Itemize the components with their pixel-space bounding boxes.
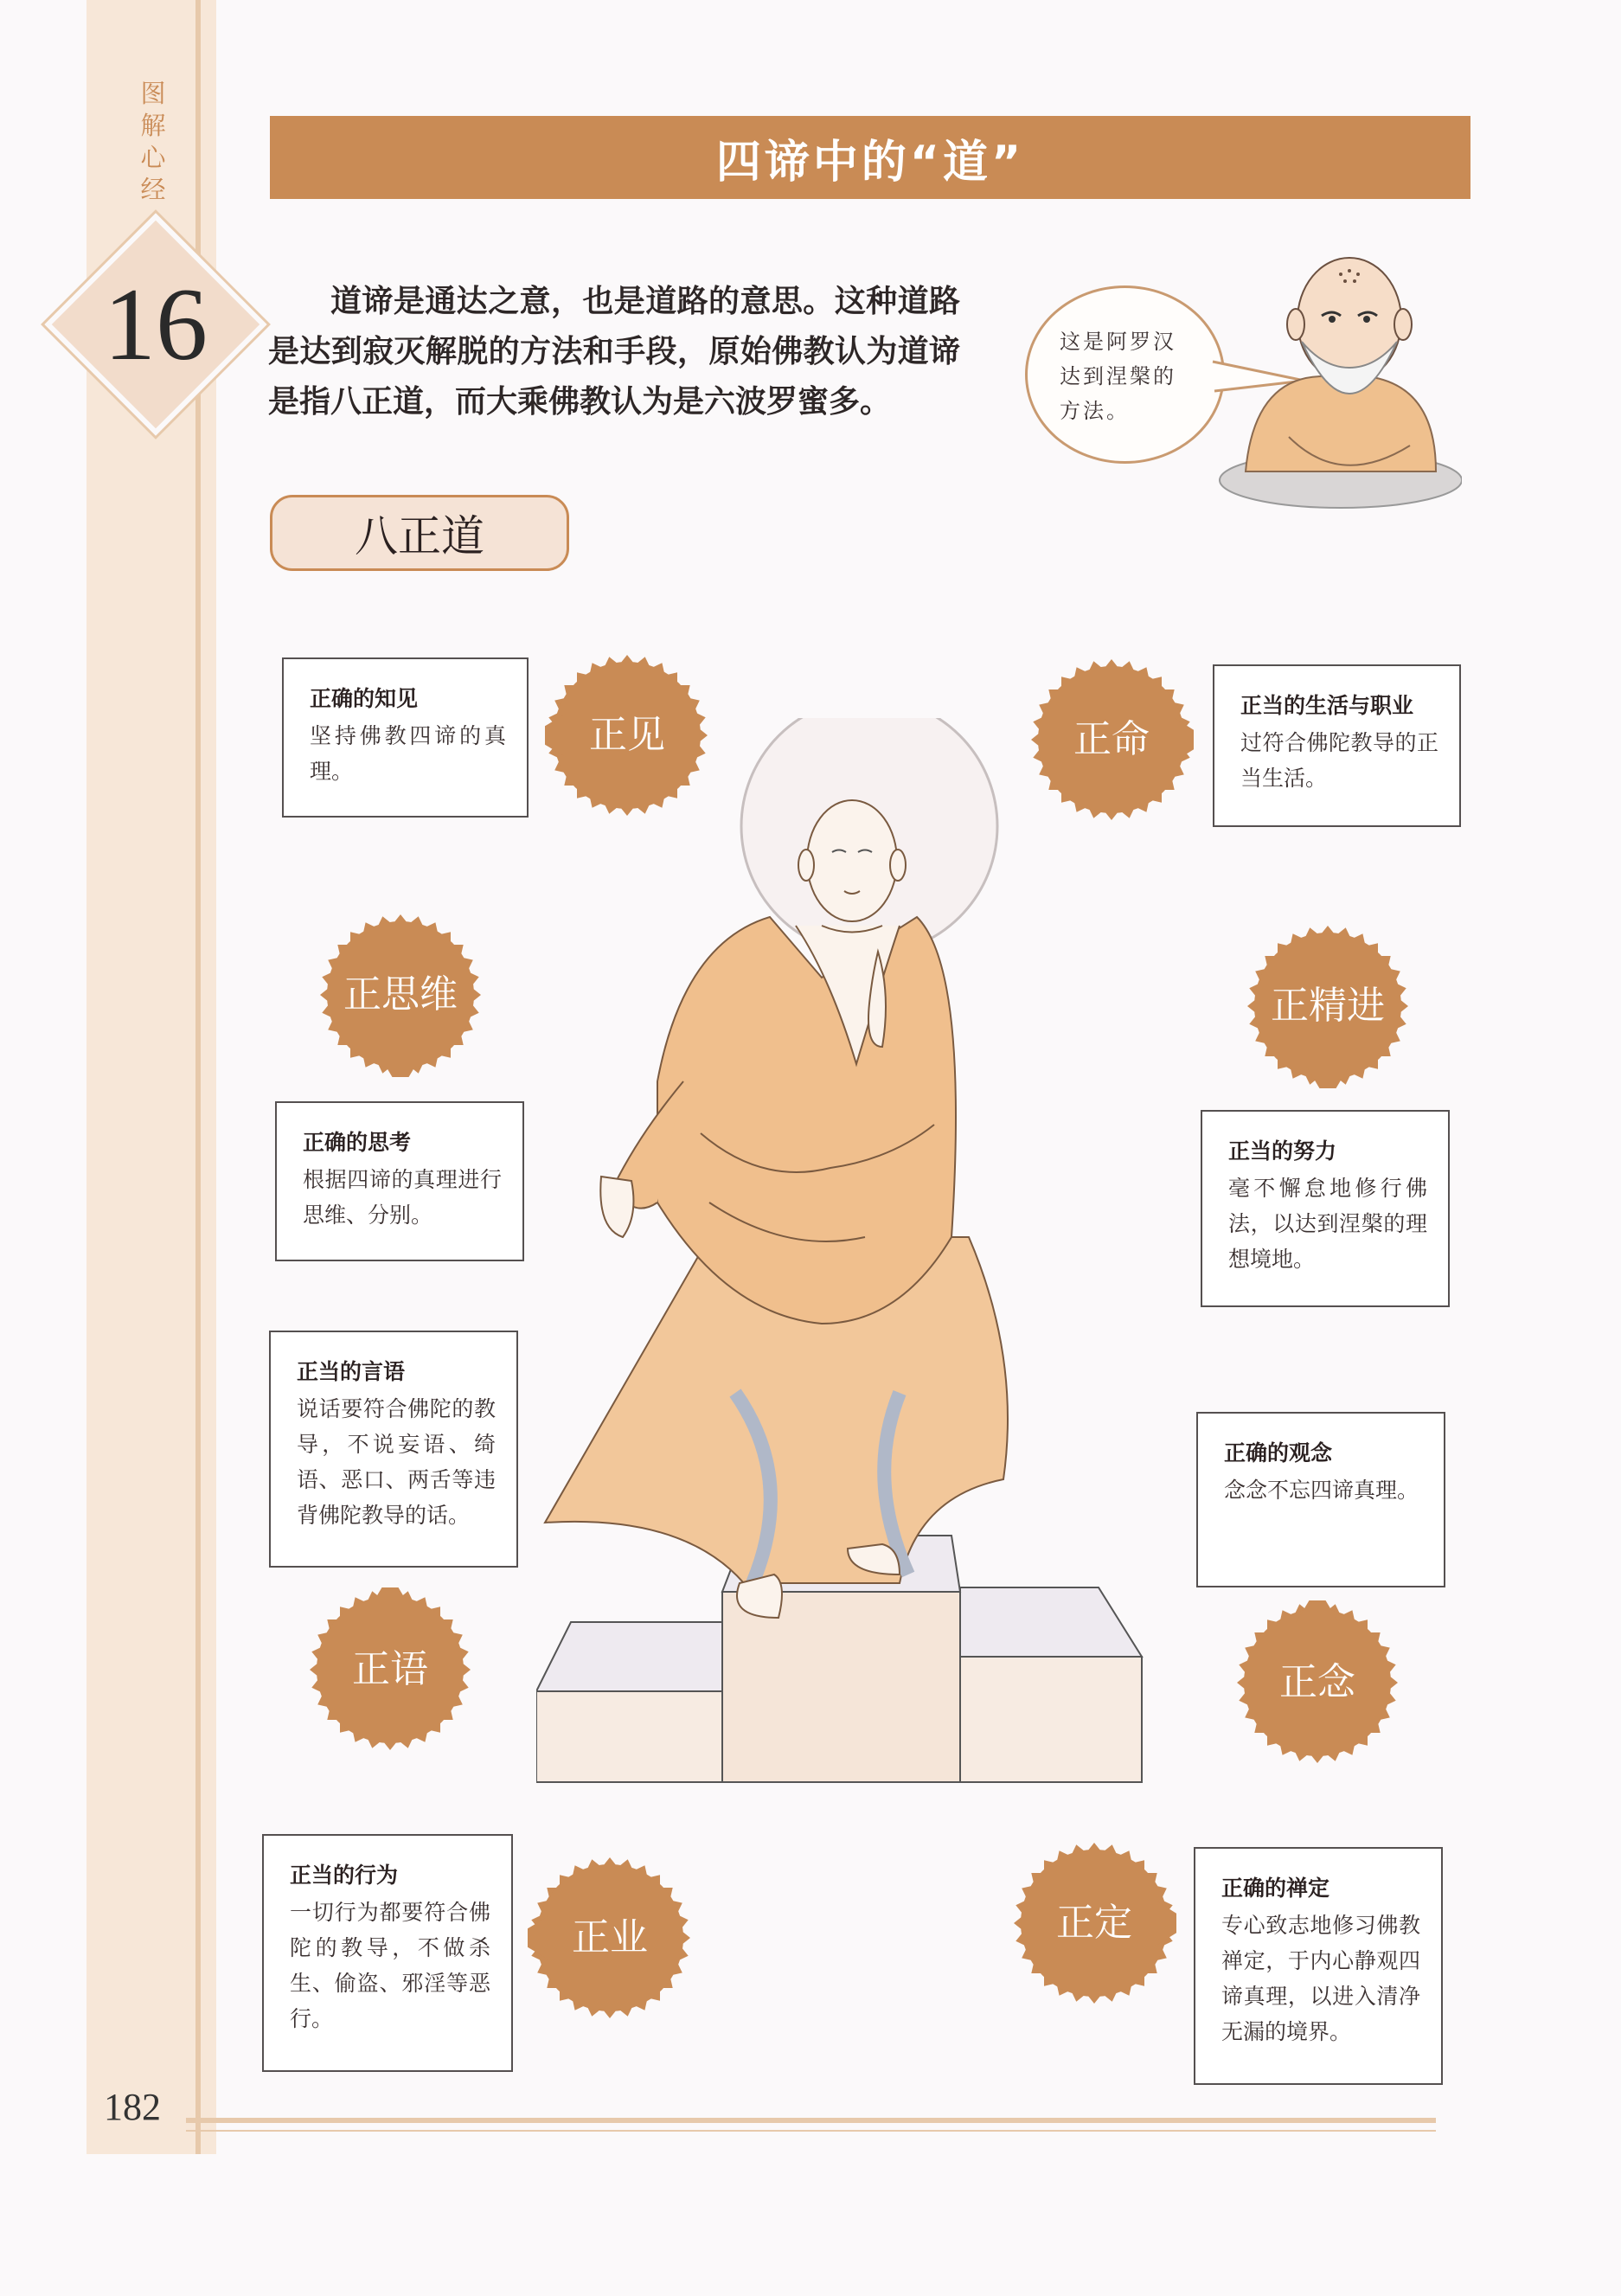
info-box-body: 根据四谛的真理进行思维、分别。 [303, 1167, 502, 1228]
intro-paragraph: 道谛是通达之意，也是道路的意思。这种道路是达到寂灭解脱的方法和手段，原始佛教认为道谛是指八正道，而大乘佛教认为是六波罗蜜多。 [268, 284, 960, 420]
info-box-right-action [262, 1834, 513, 2072]
badge-label: 正语 [352, 1647, 428, 1691]
info-box-right-mindfulness [1196, 1412, 1445, 1587]
info-box-right-thought [275, 1101, 524, 1261]
page-number: 182 [104, 2086, 161, 2128]
monk-illustration [1194, 229, 1462, 515]
section-tag: 八正道 [270, 495, 569, 571]
info-box-body: 说话要符合佛陀的教导，不说妄语、绮语、恶口、两舌等违背佛陀教导的话。 [297, 1396, 496, 1528]
info-box-body: 毫不懈怠地修行佛法，以达到涅槃的理想境地。 [1228, 1176, 1427, 1272]
badge-label: 正定 [1056, 1901, 1132, 1945]
book-title-vertical: 图解心经 [140, 79, 166, 204]
info-box-right-view [282, 657, 529, 818]
badge-label: 正精进 [1271, 984, 1385, 1028]
info-box-body: 过符合佛陀教导的正当生活。 [1240, 730, 1438, 791]
info-box-body: 专心致志地修习佛教禅定，于内心静观四谛真理，以进入清净无漏的境界。 [1221, 1913, 1420, 2044]
badge-label: 正念 [1279, 1660, 1355, 1704]
info-box-title: 正确的禅定 [1221, 1876, 1330, 1901]
info-box-title: 正确的观念 [1224, 1440, 1333, 1465]
info-box-title: 正当的行为 [290, 1863, 399, 1888]
footer-rule [186, 2118, 1436, 2123]
title-bar [270, 116, 1470, 199]
badge-label: 正业 [572, 1915, 648, 1959]
badge-label: 正思维 [343, 972, 458, 1017]
info-box-right-livelihood [1213, 664, 1461, 827]
info-box-right-concentration [1194, 1847, 1443, 2085]
chapter-number: 16 [104, 266, 208, 382]
badge-label: 正见 [589, 713, 665, 757]
info-box-right-speech [269, 1331, 518, 1568]
info-box-right-effort [1201, 1110, 1450, 1307]
info-box-title: 正确的知见 [310, 686, 419, 711]
badge-label: 正命 [1073, 717, 1150, 761]
info-box-title: 正当的生活与职业 [1240, 693, 1414, 718]
info-box-title: 正当的言语 [297, 1359, 406, 1384]
info-box-title: 正确的思考 [303, 1130, 412, 1155]
info-box-body: 坚持佛教四谛的真理。 [310, 723, 506, 784]
info-box-body: 一切行为都要符合佛陀的教导，不做杀生、偷盗、邪淫等恶行。 [290, 1900, 490, 2031]
page-title: 四谛中的“道” [715, 136, 1025, 189]
footer-rule-thin [186, 2130, 1436, 2132]
buddha-statue-illustration [536, 718, 1159, 1791]
speech-bubble-text: 这是阿罗汉达到涅槃的方法。 [1060, 330, 1176, 423]
info-box-body: 念念不忘四谛真理。 [1224, 1478, 1419, 1503]
info-box-title: 正当的努力 [1228, 1138, 1337, 1164]
